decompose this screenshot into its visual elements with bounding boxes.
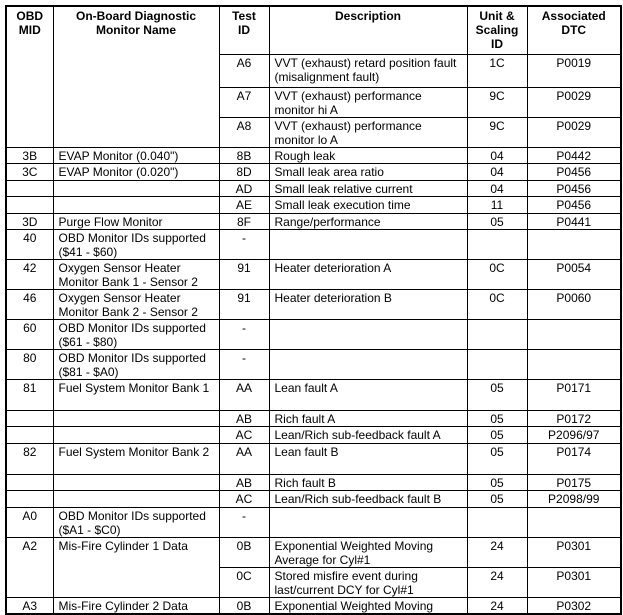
cell-desc: Range/performance — [269, 213, 467, 229]
cell-desc: Heater deterioration B — [269, 289, 467, 319]
cell-test: 91 — [219, 289, 269, 319]
table-row — [6, 196, 621, 213]
cell-name — [53, 180, 219, 196]
cell-dtc: P0175 — [527, 474, 621, 490]
header-row — [6, 6, 621, 54]
cell-unit: 0C — [467, 259, 527, 289]
obd-monitor-table — [5, 5, 622, 615]
cell-test: - — [219, 507, 269, 537]
cell-test: AC — [219, 490, 269, 507]
table-row — [6, 147, 621, 163]
cell-unit: 9C — [467, 87, 527, 117]
header-name: On-Board Diagnostic Monitor Name — [53, 6, 219, 147]
cell-dtc: P2098/99 — [527, 490, 621, 507]
cell-name: OBD Monitor IDs supported ($41 - $60) — [53, 229, 219, 259]
cell-name: Oxygen Sensor Heater Monitor Bank 1 - Sensor 2 — [53, 259, 219, 289]
cell-desc: Heater deterioration A — [269, 259, 467, 289]
table-row — [6, 490, 621, 507]
cell-desc: Exponential Weighted Moving — [269, 597, 467, 614]
table-row — [6, 597, 621, 614]
cell-name: Mis-Fire Cylinder 2 Data — [53, 597, 219, 614]
cell-desc: VVT (exhaust) performance monitor hi A — [269, 87, 467, 117]
cell-mid — [6, 426, 53, 443]
cell-unit: 0C — [467, 289, 527, 319]
cell-unit: 05 — [467, 213, 527, 229]
cell-dtc: P0302 — [527, 597, 621, 614]
table-row — [6, 507, 621, 537]
table-row — [6, 289, 621, 319]
cell-desc: Small leak execution time — [269, 196, 467, 213]
table-row — [6, 443, 621, 474]
cell-desc — [269, 507, 467, 537]
cell-test: A6 — [219, 54, 269, 87]
cell-mid: A2 — [6, 537, 53, 597]
cell-desc: Rough leak — [269, 147, 467, 163]
cell-name: OBD Monitor IDs supported ($61 - $80) — [53, 319, 219, 349]
cell-mid: A3 — [6, 597, 53, 614]
cell-unit: 05 — [467, 379, 527, 410]
cell-test: - — [219, 349, 269, 379]
cell-desc: Lean/Rich sub-feedback fault A — [269, 426, 467, 443]
cell-name: OBD Monitor IDs supported ($A1 - $C0) — [53, 507, 219, 537]
cell-unit: 05 — [467, 474, 527, 490]
cell-test: AA — [219, 443, 269, 474]
header-dtc: Associated DTC — [527, 6, 621, 54]
cell-name — [53, 474, 219, 490]
cell-desc: Lean/Rich sub-feedback fault B — [269, 490, 467, 507]
cell-unit — [467, 507, 527, 537]
cell-name — [53, 490, 219, 507]
cell-unit: 1C — [467, 54, 527, 87]
cell-unit — [467, 349, 527, 379]
table-row — [6, 410, 621, 426]
cell-name: Oxygen Sensor Heater Monitor Bank 2 - Sensor 2 — [53, 289, 219, 319]
cell-test: AE — [219, 196, 269, 213]
header-mid: OBD MID — [6, 6, 53, 147]
cell-desc: Stored misfire event during last/current DCY for Cyl#1 — [269, 567, 467, 597]
cell-test: A7 — [219, 87, 269, 117]
cell-test: 8B — [219, 147, 269, 163]
cell-unit: 05 — [467, 443, 527, 474]
cell-dtc: P0441 — [527, 213, 621, 229]
cell-dtc: P0456 — [527, 196, 621, 213]
cell-test: 0B — [219, 537, 269, 567]
cell-dtc — [527, 349, 621, 379]
cell-test: AB — [219, 474, 269, 490]
cell-mid: 82 — [6, 443, 53, 474]
cell-test: AD — [219, 180, 269, 196]
cell-test: AA — [219, 379, 269, 410]
table-row — [6, 180, 621, 196]
cell-test: 0C — [219, 567, 269, 597]
cell-mid: 3C — [6, 163, 53, 180]
cell-name: Purge Flow Monitor — [53, 213, 219, 229]
cell-unit: 24 — [467, 597, 527, 614]
table-row — [6, 474, 621, 490]
cell-unit: 24 — [467, 567, 527, 597]
cell-desc — [269, 349, 467, 379]
cell-dtc: P0171 — [527, 379, 621, 410]
cell-desc: Lean fault A — [269, 379, 467, 410]
cell-dtc — [527, 319, 621, 349]
header-unit: Unit & Scaling ID — [467, 6, 527, 54]
cell-unit — [467, 229, 527, 259]
cell-dtc: P0054 — [527, 259, 621, 289]
cell-name: Fuel System Monitor Bank 2 — [53, 443, 219, 474]
cell-desc: Small leak relative current — [269, 180, 467, 196]
cell-mid: 46 — [6, 289, 53, 319]
cell-test: 8D — [219, 163, 269, 180]
header-desc: Description — [269, 6, 467, 54]
cell-unit: 11 — [467, 196, 527, 213]
cell-mid: 3D — [6, 213, 53, 229]
cell-unit: 05 — [467, 410, 527, 426]
cell-test: - — [219, 229, 269, 259]
cell-mid: 3B — [6, 147, 53, 163]
cell-mid: 60 — [6, 319, 53, 349]
cell-dtc: P0301 — [527, 537, 621, 567]
cell-test: 0B — [219, 597, 269, 614]
table-row — [6, 259, 621, 289]
cell-unit: 04 — [467, 163, 527, 180]
cell-unit: 9C — [467, 117, 527, 147]
table-row — [6, 379, 621, 410]
cell-name: EVAP Monitor (0.020") — [53, 163, 219, 180]
cell-desc: Rich fault B — [269, 474, 467, 490]
cell-unit: 04 — [467, 180, 527, 196]
table-row — [6, 426, 621, 443]
cell-dtc: P0172 — [527, 410, 621, 426]
cell-dtc — [527, 229, 621, 259]
cell-test: A8 — [219, 117, 269, 147]
table-row — [6, 213, 621, 229]
cell-unit: 04 — [467, 147, 527, 163]
cell-test: 91 — [219, 259, 269, 289]
cell-name — [53, 410, 219, 426]
cell-dtc: P0456 — [527, 163, 621, 180]
table-row — [6, 349, 621, 379]
cell-mid: 81 — [6, 379, 53, 410]
cell-dtc: P0060 — [527, 289, 621, 319]
cell-unit: 05 — [467, 490, 527, 507]
cell-name — [53, 196, 219, 213]
cell-dtc: P0019 — [527, 54, 621, 87]
cell-mid: A0 — [6, 507, 53, 537]
cell-dtc: P0029 — [527, 117, 621, 147]
table-row — [6, 163, 621, 180]
cell-mid — [6, 180, 53, 196]
cell-unit: 24 — [467, 537, 527, 567]
header-test: Test ID — [219, 6, 269, 54]
cell-desc — [269, 319, 467, 349]
cell-mid: 40 — [6, 229, 53, 259]
cell-dtc: P0301 — [527, 567, 621, 597]
cell-test: AB — [219, 410, 269, 426]
cell-dtc: P2096/97 — [527, 426, 621, 443]
table-row — [6, 537, 621, 567]
cell-dtc — [527, 507, 621, 537]
cell-test: AC — [219, 426, 269, 443]
cell-mid: 42 — [6, 259, 53, 289]
table-row — [6, 229, 621, 259]
cell-dtc: P0174 — [527, 443, 621, 474]
cell-desc: VVT (exhaust) retard position fault (misalignment fault) — [269, 54, 467, 87]
cell-test: - — [219, 319, 269, 349]
cell-name: Mis-Fire Cylinder 1 Data — [53, 537, 219, 597]
cell-mid — [6, 196, 53, 213]
cell-mid — [6, 410, 53, 426]
cell-mid — [6, 490, 53, 507]
cell-dtc: P0029 — [527, 87, 621, 117]
cell-name — [53, 426, 219, 443]
cell-unit: 05 — [467, 426, 527, 443]
cell-name: Fuel System Monitor Bank 1 — [53, 379, 219, 410]
cell-dtc: P0442 — [527, 147, 621, 163]
cell-mid — [6, 474, 53, 490]
cell-desc — [269, 229, 467, 259]
cell-desc: Rich fault A — [269, 410, 467, 426]
cell-name: EVAP Monitor (0.040") — [53, 147, 219, 163]
cell-test: 8F — [219, 213, 269, 229]
cell-desc: VVT (exhaust) performance monitor lo A — [269, 117, 467, 147]
cell-mid: 80 — [6, 349, 53, 379]
cell-name: OBD Monitor IDs supported ($81 - $A0) — [53, 349, 219, 379]
table-row — [6, 319, 621, 349]
cell-dtc: P0456 — [527, 180, 621, 196]
cell-desc: Lean fault B — [269, 443, 467, 474]
cell-desc: Small leak area ratio — [269, 163, 467, 180]
cell-desc: Exponential Weighted Moving Average for Cyl#1 — [269, 537, 467, 567]
cell-unit — [467, 319, 527, 349]
